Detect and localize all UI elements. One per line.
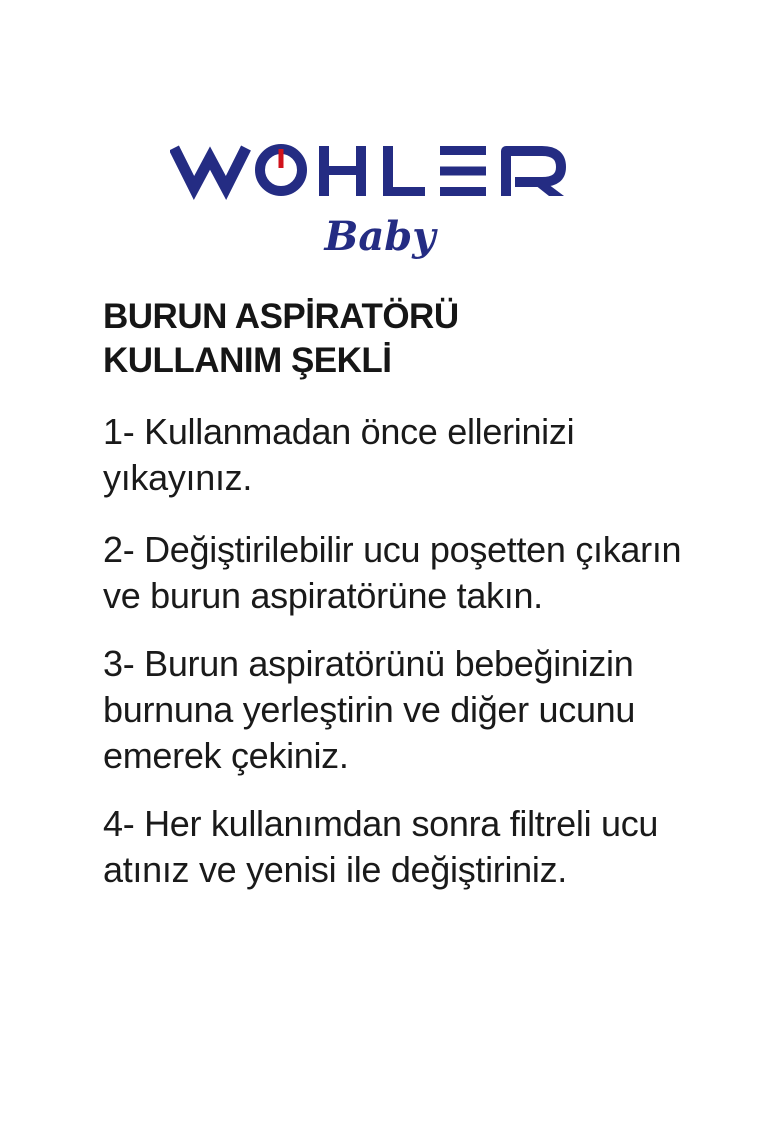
step-item: 4- Her kullanımdan sonra filtreli ucu atınız ve yenisi ile değiştiriniz. [103, 803, 659, 890]
step-item: 1- Kullanmadan önce ellerinizi yıkayınız. [103, 411, 575, 498]
logo-red-needle [279, 149, 284, 168]
logo-letter-h [319, 146, 366, 196]
logo-letter-w [174, 148, 246, 188]
title-line-1: BURUN ASPİRATÖRÜ [103, 297, 459, 336]
step-item: 3- Burun aspiratörünü bebeğinizin burnuna yerleştirin ve diğer ucunu emerek çekiniz. [103, 643, 636, 776]
step-item: 2- Değiştirilebilir ucu poşetten çıkarın ve burun aspiratörüne takın. [103, 529, 682, 616]
instructions-content [103, 295, 723, 893]
steps-list [103, 409, 723, 893]
title-line-2: KULLANIM ŞEKLİ [103, 341, 392, 380]
wohler-baby-logo [170, 136, 590, 262]
brand-logo [0, 136, 760, 266]
logo-sub-text: Baby [324, 213, 436, 260]
logo-letter-l [383, 146, 425, 196]
logo-letter-e [440, 146, 486, 196]
logo-letter-r [506, 151, 564, 196]
logo-letter-o [260, 149, 302, 191]
page-title [103, 295, 723, 383]
